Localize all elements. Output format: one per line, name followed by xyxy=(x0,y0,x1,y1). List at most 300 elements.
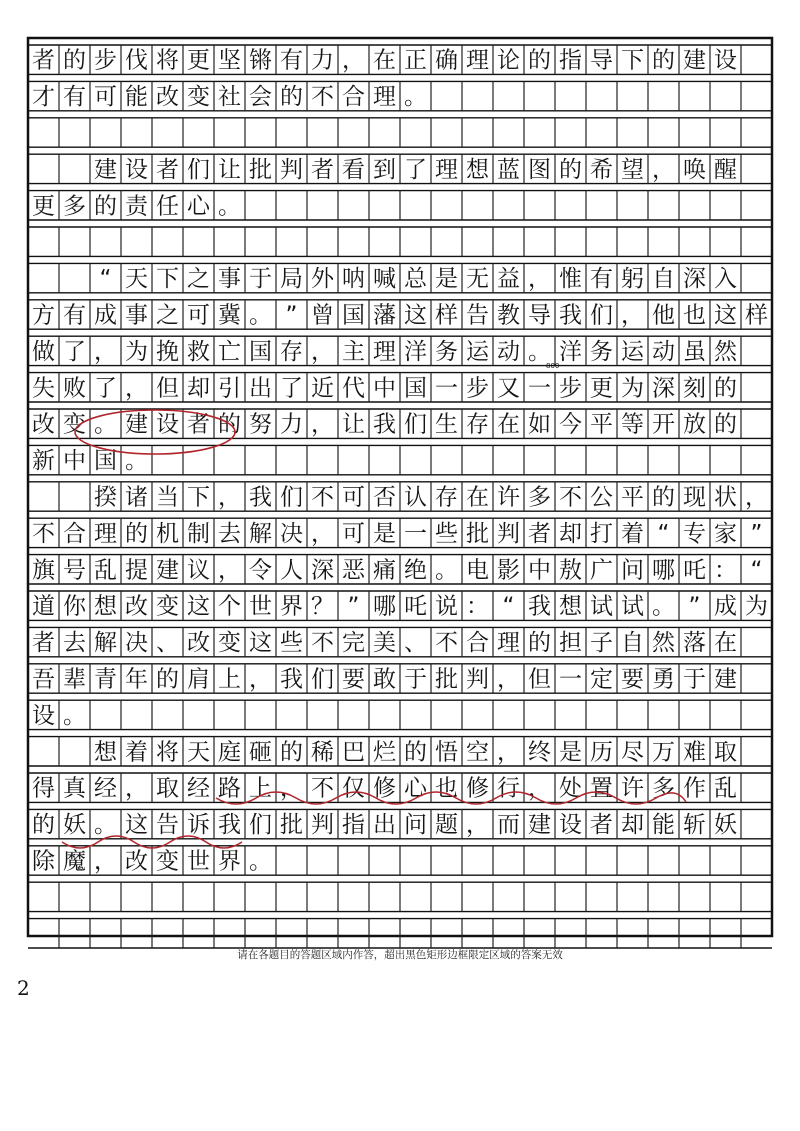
essay-char: 为 xyxy=(745,593,768,620)
essay-char: 们 xyxy=(311,666,334,693)
essay-char: 理 xyxy=(466,47,489,74)
essay-char: 青 xyxy=(94,666,117,693)
essay-char: 国 xyxy=(342,302,365,329)
essay-char: 建 xyxy=(125,411,148,438)
essay-char: 天 xyxy=(187,739,210,766)
essay-char: 。 xyxy=(63,702,86,729)
essay-char: 运 xyxy=(466,338,489,365)
essay-char: 事 xyxy=(218,266,241,293)
essay-char: 我 xyxy=(218,812,241,839)
essay-char: 人 xyxy=(280,557,303,584)
essay-char: 得 xyxy=(32,775,55,802)
essay-char: 于 xyxy=(249,266,272,293)
essay-char: 了 xyxy=(63,338,86,365)
essay-char: 任 xyxy=(156,193,179,220)
essay-char: 建 xyxy=(156,557,179,584)
essay-char: 专 xyxy=(683,520,706,547)
essay-char: 一 xyxy=(528,375,551,402)
essay-char: 问 xyxy=(621,557,644,584)
essay-char: 状 xyxy=(714,484,737,511)
essay-char: 悟 xyxy=(435,739,458,766)
essay-char: 图 xyxy=(528,156,551,183)
essay-char: 近 xyxy=(311,375,334,402)
essay-char: 之 xyxy=(187,266,210,293)
essay-char: 上 xyxy=(249,775,272,802)
essay-char: 却 xyxy=(621,812,644,839)
essay-char: 可 xyxy=(187,302,210,329)
essay-char: 这 xyxy=(249,630,272,657)
essay-char: 想 xyxy=(94,593,117,620)
essay-char: 存 xyxy=(466,411,489,438)
essay-char: 担 xyxy=(559,630,582,657)
essay-char: 道 xyxy=(32,593,55,620)
essay-char: 步 xyxy=(466,375,489,402)
essay-char: 中 xyxy=(373,375,396,402)
essay-char: 有 xyxy=(280,47,303,74)
essay-char: 改 xyxy=(32,411,55,438)
essay-char: 判 xyxy=(280,156,303,183)
essay-char: 让 xyxy=(218,156,241,183)
essay-char: 敖 xyxy=(559,557,582,584)
essay-char: 合 xyxy=(466,630,489,657)
essay-char: 批 xyxy=(249,156,272,183)
essay-char: 引 xyxy=(218,375,241,402)
essay-char: 哪 xyxy=(652,557,675,584)
essay-char: 指 xyxy=(559,47,582,74)
essay-char: 决 xyxy=(280,520,303,547)
essay-char: 理 xyxy=(497,630,520,657)
essay-char: 。 xyxy=(125,448,148,475)
essay-char: 也 xyxy=(435,775,458,802)
essay-char: 将 xyxy=(156,47,179,74)
essay-char: 们 xyxy=(590,302,613,329)
page-number: 2 xyxy=(17,976,30,1000)
essay-char: ， xyxy=(528,266,551,293)
essay-char: 失 xyxy=(32,375,55,402)
essay-char: 烂 xyxy=(373,739,396,766)
essay-char: 年 xyxy=(125,666,148,693)
essay-char: ： xyxy=(714,557,737,584)
essay-char: 的 xyxy=(714,411,737,438)
essay-char: 刻 xyxy=(683,375,706,402)
essay-char: 心 xyxy=(404,775,427,802)
essay-char: 设 xyxy=(559,812,582,839)
essay-char: 设 xyxy=(156,411,179,438)
essay-char: 者 xyxy=(528,520,551,547)
essay-char: 者 xyxy=(32,630,55,657)
essay-char: 理 xyxy=(373,338,396,365)
essay-char: 的 xyxy=(218,411,241,438)
essay-char: 、 xyxy=(156,630,179,657)
essay-char: 批 xyxy=(435,666,458,693)
essay-char: 想 xyxy=(466,156,489,183)
essay-char: 告 xyxy=(156,812,179,839)
essay-char: 心 xyxy=(187,193,210,220)
essay-char: 说 xyxy=(435,593,458,620)
essay-char: 合 xyxy=(342,84,365,111)
essay-char: 敢 xyxy=(373,666,396,693)
essay-char: 动 xyxy=(652,338,675,365)
essay-char: 这 xyxy=(125,812,148,839)
essay-char: 绝 xyxy=(404,557,427,584)
essay-char: 一 xyxy=(435,375,458,402)
essay-char: 变 xyxy=(156,848,179,875)
essay-char: 世 xyxy=(187,848,210,875)
essay-char: 尽 xyxy=(621,739,644,766)
essay-char: 理 xyxy=(435,156,458,183)
essay-char: 将 xyxy=(156,739,179,766)
essay-char: 变 xyxy=(156,593,179,620)
essay-char: 下 xyxy=(621,47,644,74)
essay-char: 主 xyxy=(342,338,365,365)
essay-char: 我 xyxy=(280,666,303,693)
essay-char: 落 xyxy=(683,630,706,657)
essay-char: 步 xyxy=(559,375,582,402)
essay-char: 存 xyxy=(280,338,303,365)
essay-char: 有 xyxy=(590,266,613,293)
essay-char: 些 xyxy=(435,520,458,547)
essay-char: 多 xyxy=(528,484,551,511)
essay-char: ， xyxy=(497,739,520,766)
essay-char: 勇 xyxy=(652,666,675,693)
essay-char: 世 xyxy=(249,593,272,620)
essay-char: 许 xyxy=(621,775,644,802)
essay-char: 锵 xyxy=(249,47,272,74)
essay-char: 国 xyxy=(249,338,272,365)
essay-char: 揆 xyxy=(94,484,117,511)
essay-char: 为 xyxy=(125,338,148,365)
essay-char: 了 xyxy=(280,375,303,402)
essay-char: 建 xyxy=(714,666,737,693)
essay-char: 可 xyxy=(342,484,365,511)
essay-char: 坚 xyxy=(218,47,241,74)
essay-char: 不 xyxy=(32,520,55,547)
essay-char: 动 xyxy=(497,338,520,365)
essay-char: 这 xyxy=(404,302,427,329)
essay-char: 解 xyxy=(94,630,117,657)
essay-char: 天 xyxy=(125,266,148,293)
essay-char: 要 xyxy=(621,666,644,693)
essay-char: 导 xyxy=(590,47,613,74)
essay-char: 。 xyxy=(94,812,117,839)
essay-char: 救 xyxy=(187,338,210,365)
essay-char: 电 xyxy=(466,557,489,584)
essay-char: 等 xyxy=(621,411,644,438)
essay-char: 想 xyxy=(559,593,582,620)
essay-char: 的 xyxy=(528,47,551,74)
essay-char: 出 xyxy=(249,375,272,402)
essay-char: 但 xyxy=(156,375,179,402)
essay-char: 存 xyxy=(435,484,458,511)
essay-char: 建 xyxy=(94,156,117,183)
essay-char: ， xyxy=(497,666,520,693)
essay-char: ， xyxy=(94,848,117,875)
essay-char: 修 xyxy=(466,775,489,802)
essay-char: 是 xyxy=(559,739,582,766)
essay-char: 的 xyxy=(32,812,55,839)
essay-char: 蓝 xyxy=(497,156,520,183)
essay-char: ， xyxy=(125,775,148,802)
essay-char: 你 xyxy=(63,593,86,620)
essay-char: “ xyxy=(502,593,515,620)
essay-char: 让 xyxy=(342,411,365,438)
essay-char: 改 xyxy=(125,593,148,620)
essay-char: 置 xyxy=(590,775,613,802)
essay-char: 我 xyxy=(373,411,396,438)
essay-char: 又 xyxy=(497,375,520,402)
essay-char: 者 xyxy=(32,47,55,74)
essay-char: 不 xyxy=(311,484,334,511)
essay-char: 设 xyxy=(125,156,148,183)
essay-char: 为 xyxy=(621,375,644,402)
essay-char: 更 xyxy=(187,47,210,74)
essay-char: 步 xyxy=(94,47,117,74)
essay-char: ， xyxy=(528,775,551,802)
essay-char: 砸 xyxy=(249,739,272,766)
essay-char: ” xyxy=(688,593,701,620)
essay-char: 家 xyxy=(714,520,737,547)
essay-char: 去 xyxy=(218,520,241,547)
essay-char: 现 xyxy=(683,484,706,511)
essay-char: 社 xyxy=(218,84,241,111)
essay-char: 庭 xyxy=(218,739,241,766)
essay-char: 取 xyxy=(156,775,179,802)
essay-char: 诉 xyxy=(187,812,210,839)
essay-char: 成 xyxy=(94,302,117,329)
essay-char: 处 xyxy=(559,775,582,802)
essay-char: 去 xyxy=(63,630,86,657)
essay-char: 醒 xyxy=(714,156,737,183)
essay-char: 变 xyxy=(218,630,241,657)
essay-char: 可 xyxy=(94,84,117,111)
essay-char: 然 xyxy=(714,338,737,365)
essay-char: 吒 xyxy=(683,557,706,584)
essay-char: 想 xyxy=(94,739,117,766)
essay-char: ？ xyxy=(311,593,334,620)
essay-char: ” xyxy=(347,593,360,620)
essay-char: 完 xyxy=(342,630,365,657)
essay-char: 责 xyxy=(125,193,148,220)
essay-char: 惟 xyxy=(559,266,582,293)
essay-char: 自 xyxy=(621,630,644,657)
essay-char: 许 xyxy=(497,484,520,511)
essay-char: 试 xyxy=(621,593,644,620)
essay-char: 者 xyxy=(590,812,613,839)
essay-char: 代 xyxy=(342,375,365,402)
footer-instruction: 请在各题目的答题区域内作答，超出黑色矩形边框限定区域的答案无效 xyxy=(237,949,563,961)
essay-char: 辈 xyxy=(63,666,86,693)
essay-char: 也 xyxy=(683,302,706,329)
essay-char: 亡 xyxy=(218,338,241,365)
essay-char: ， xyxy=(342,47,365,74)
essay-char: 的 xyxy=(714,375,737,402)
essay-char: “ xyxy=(99,266,112,293)
essay-char: 设 xyxy=(714,47,737,74)
essay-char: 在 xyxy=(373,47,396,74)
essay-char: 不 xyxy=(435,630,458,657)
essay-char: 希 xyxy=(590,156,613,183)
essay-char: 稀 xyxy=(311,739,334,766)
essay-char: 会 xyxy=(249,84,272,111)
essay-char: 曾 xyxy=(311,302,334,329)
essay-char: 能 xyxy=(125,84,148,111)
essay-char: ， xyxy=(125,375,148,402)
essay-char: 事 xyxy=(125,302,148,329)
essay-char: ， xyxy=(311,520,334,547)
essay-char: 、 xyxy=(404,630,427,657)
essay-char: ， xyxy=(249,666,272,693)
essay-char: ， xyxy=(311,338,334,365)
essay-char: 取 xyxy=(714,739,737,766)
essay-char: 国 xyxy=(94,448,117,475)
essay-char: 是 xyxy=(373,520,396,547)
essay-char: 冀 xyxy=(218,302,241,329)
essay-char: 务 xyxy=(590,338,613,365)
essay-char: ” xyxy=(750,520,763,547)
essay-char: 空 xyxy=(466,739,489,766)
essay-char: 。 xyxy=(652,593,675,620)
essay-char: 到 xyxy=(373,156,396,183)
essay-char: 挽 xyxy=(156,338,179,365)
essay-char: 题 xyxy=(435,812,458,839)
essay-char: 藩 xyxy=(373,302,396,329)
essay-char: 这 xyxy=(187,593,210,620)
essay-char: 。 xyxy=(404,84,427,111)
essay-char: 多 xyxy=(63,193,86,220)
essay-char: 的 xyxy=(94,193,117,220)
essay-char: 路 xyxy=(218,775,241,802)
essay-char: 乱 xyxy=(94,557,117,584)
essay-char: 的 xyxy=(528,630,551,657)
essay-char: 界 xyxy=(280,593,303,620)
essay-char: 无 xyxy=(466,266,489,293)
essay-char: 务 xyxy=(435,338,458,365)
essay-char: 但 xyxy=(528,666,551,693)
essay-char: 经 xyxy=(187,775,210,802)
essay-char: 平 xyxy=(590,411,613,438)
essay-char: 导 xyxy=(528,302,551,329)
essay-char: 设 xyxy=(32,702,55,729)
essay-char: 的 xyxy=(280,84,303,111)
essay-char: 些 xyxy=(280,630,303,657)
essay-char: 修 xyxy=(373,775,396,802)
essay-char: 方 xyxy=(32,302,55,329)
essay-char: 我 xyxy=(249,484,272,511)
essay-char: 打 xyxy=(590,520,613,547)
essay-char: 诸 xyxy=(125,484,148,511)
essay-char: 作 xyxy=(683,775,706,802)
essay-char: 是 xyxy=(435,266,458,293)
essay-char: 国 xyxy=(404,375,427,402)
essay-char: 却 xyxy=(559,520,582,547)
essay-char: 平 xyxy=(621,484,644,511)
essay-char: 虽 xyxy=(683,338,706,365)
essay-char: ， xyxy=(218,484,241,511)
essay-char: ， xyxy=(621,302,644,329)
essay-char: 万 xyxy=(652,739,675,766)
essay-char: 益 xyxy=(497,266,520,293)
essay-char: 自 xyxy=(652,266,675,293)
essay-char: 吾 xyxy=(32,666,55,693)
essay-char: 建 xyxy=(683,47,706,74)
essay-char: ， xyxy=(466,812,489,839)
essay-char: 不 xyxy=(559,484,582,511)
word-count-marker: 800 xyxy=(546,362,560,370)
essay-char: 不 xyxy=(311,775,334,802)
essay-char: 乱 xyxy=(714,775,737,802)
essay-char: 妖 xyxy=(714,812,737,839)
essay-char: 放 xyxy=(683,411,706,438)
essay-char: 们 xyxy=(404,411,427,438)
essay-char: 样 xyxy=(435,302,458,329)
essay-char: 教 xyxy=(497,302,520,329)
essay-char: 理 xyxy=(373,84,396,111)
essay-char: 号 xyxy=(63,557,86,584)
essay-char: 妖 xyxy=(63,812,86,839)
essay-char: 总 xyxy=(404,266,427,293)
essay-char: 他 xyxy=(652,302,675,329)
essay-char: 呐 xyxy=(342,266,365,293)
essay-char: 批 xyxy=(466,520,489,547)
essay-char: 在 xyxy=(497,411,520,438)
essay-char: 吒 xyxy=(404,593,427,620)
essay-char: 变 xyxy=(63,411,86,438)
essay-char: 努 xyxy=(249,411,272,438)
essay-char: 的 xyxy=(652,47,675,74)
essay-char: 个 xyxy=(218,593,241,620)
essay-char: 深 xyxy=(683,266,706,293)
essay-char: 合 xyxy=(63,520,86,547)
essay-char: 深 xyxy=(311,557,334,584)
essay-char: 败 xyxy=(63,375,86,402)
essay-char: 有 xyxy=(63,84,86,111)
essay-char: 公 xyxy=(590,484,613,511)
essay-char: ， xyxy=(745,484,768,511)
essay-char: “ xyxy=(657,520,670,547)
essay-char: 运 xyxy=(621,338,644,365)
essay-char: 痛 xyxy=(373,557,396,584)
essay-char: 判 xyxy=(311,812,334,839)
essay-char: 躬 xyxy=(621,266,644,293)
essay-char: ， xyxy=(311,411,334,438)
essay-char: 入 xyxy=(714,266,737,293)
essay-char: 。 xyxy=(249,302,272,329)
essay-char: 认 xyxy=(404,484,427,511)
essay-char: 改 xyxy=(125,848,148,875)
essay-char: 中 xyxy=(528,557,551,584)
essay-char: 要 xyxy=(342,666,365,693)
essay-char: 除 xyxy=(32,848,55,875)
essay-char: 新 xyxy=(32,448,55,475)
essay-char: 望 xyxy=(621,156,644,183)
essay-char: 于 xyxy=(404,666,427,693)
essay-char: ， xyxy=(94,338,117,365)
essay-char: ， xyxy=(280,775,303,802)
essay-char: 历 xyxy=(590,739,613,766)
essay-char: 试 xyxy=(590,593,613,620)
essay-char: 的 xyxy=(156,666,179,693)
essay-char: 中 xyxy=(63,448,86,475)
essay-char: 难 xyxy=(683,739,706,766)
essay-char: 之 xyxy=(156,302,179,329)
essay-char: 做 xyxy=(32,338,55,365)
essay-char: 深 xyxy=(652,375,675,402)
essay-char: 我 xyxy=(528,593,551,620)
essay-char: 令 xyxy=(249,557,272,584)
essay-char: 判 xyxy=(466,666,489,693)
essay-char: 真 xyxy=(63,775,86,802)
essay-char: 不 xyxy=(311,84,334,111)
